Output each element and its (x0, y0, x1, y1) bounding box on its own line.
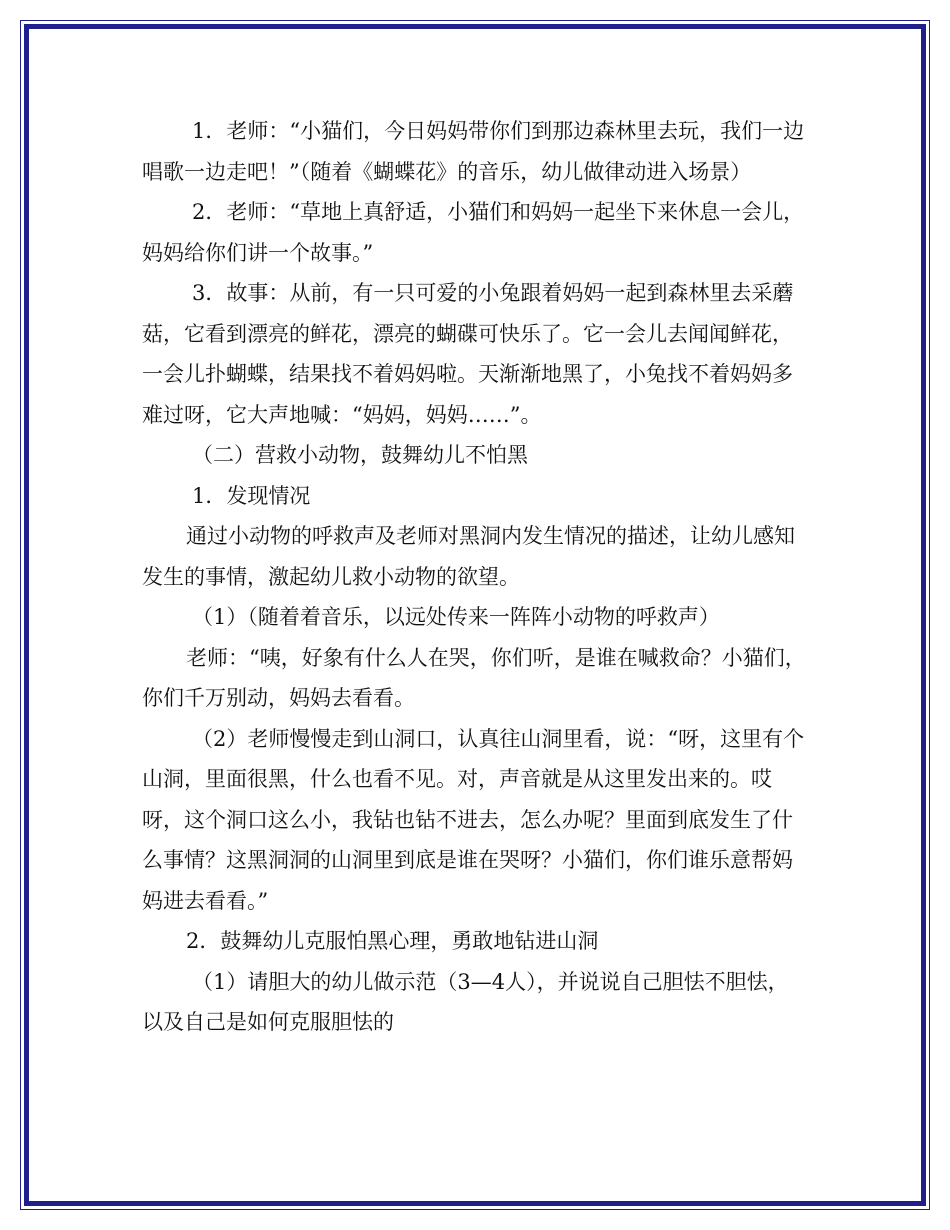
section-heading-2: （二）营救小动物，鼓舞幼儿不怕黑 (192, 443, 528, 467)
paragraph-1: 1．老师：“小猫们，今日妈妈带你们到那边森林里去玩，我们一边唱歌一边走吧！”（随着《蝴蝶花》的音乐，幼儿做律动进入场景） (142, 119, 805, 184)
paragraph-4: 通过小动物的呼救声及老师对黑洞内发生情况的描述，让幼儿感知发生的事情，激起幼儿救小动物的欲望。 (142, 524, 795, 589)
subheading-encourage: 2．鼓舞幼儿克服怕黑心理，勇敢地钻进山洞 (186, 929, 599, 953)
paragraph-6: 老师：“咦，好象有什么人在哭，你们听，是谁在喊救命？小猫们，你们千万别动，妈妈去看看。 (142, 645, 806, 710)
paragraph-5: （1）（随着着音乐，以远处传来一阵阵小动物的呼救声） (192, 605, 720, 629)
document-body (142, 111, 807, 1043)
subheading-discover: 1．发现情况 (192, 483, 311, 508)
paragraph-7: （2）老师慢慢走到山洞口，认真往山洞里看，说：“呀，这里有个山洞，里面很黑，什么也看不见。对，声音就是从这里发出来的。哎呀，这个洞口这么小，我钻也钻不进去，怎么办呢？里面到底发生了什么事情？这黑洞洞的山洞里到底是谁在哭呀？小猫们，你们谁乐意帮妈妈进去看看。” (142, 726, 805, 913)
paragraph-8: （1）请胆大的幼儿做示范（3—4人），并说说自己胆怯不胆怯，以及自己是如何克服胆怯的 (142, 969, 789, 1034)
paragraph-3: 3．故事：从前，有一只可爱的小兔跟着妈妈一起到森林里去采蘑菇，它看到漂亮的鲜花，漂亮的蝴碟可快乐了。它一会儿去闻闻鲜花，一会儿扑蝴蝶，结果找不着妈妈啦。天渐渐地黑了，小兔找不着妈妈多难过呀，它大声地喊：“妈妈，妈妈……”。 (142, 281, 794, 427)
paragraph-2: 2．老师：“草地上真舒适，小猫们和妈妈一起坐下来休息一会儿，妈妈给你们讲一个故事。” (142, 200, 805, 265)
